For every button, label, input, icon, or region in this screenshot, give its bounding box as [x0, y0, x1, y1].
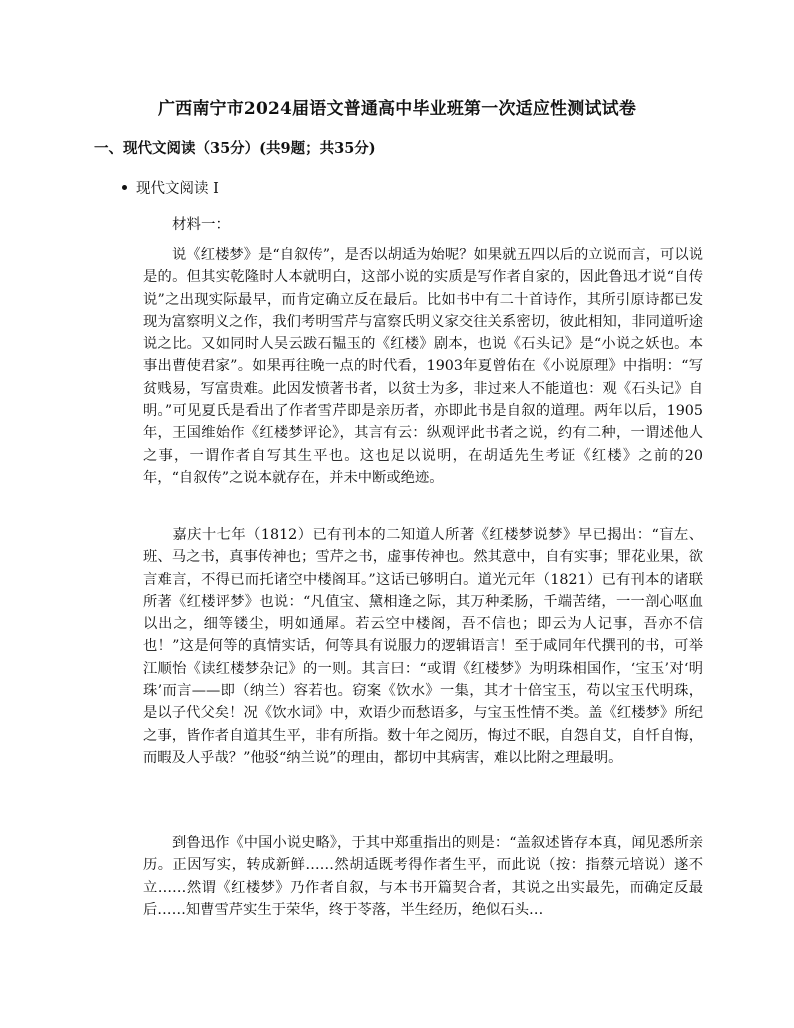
document-title: 广西南宁市2024届语文普通高中毕业班第一次适应性测试试卷	[157, 99, 637, 119]
paragraph-1	[143, 244, 703, 514]
paragraph-2	[143, 524, 703, 816]
bullet-icon	[122, 185, 127, 190]
paragraph-3	[143, 832, 703, 922]
subsection-label: 现代文阅读 I	[136, 181, 219, 197]
paragraph-1-text: 说《红楼梦》是“自叙传”，是否以胡适为始呢？如果就五四以后的立说而言，可以说是的。但其实乾隆时人本就明白，这部小说的实质是写作者自家的，因此鲁迅才说“自传说”之出现实际最早，而肯定确立反在最后。比如书中有二十首诗作，其所引原诗都已发现为富察明义之作，我们考明雪芹与富察氏明义家交往关系密切，彼此相知，非同道听途说之比。又如同时人吴云跋石韫玉的《红楼》剧本，也说《石头记》是“小说之妖也。本事出曹使君家”。如果再往晚一点的时代看，1903年夏曾佑在《小说原理》中指明：“写贫贱易，写富贵难。此因发愤著书者，以贫士为多，非过来人不能道也：观《石头记》自明。”可见夏氏是看出了作者雪芹即是亲历者，亦即此书是自叙的道理。两年以后，1905年，王国维始作《红楼梦评论》，其言有云：纵观评此书者之说，约有二种，一谓述他人之事，一谓作者自写其生平也。这也足以说明，在胡适先生考证《红楼》之前的20年，“自叙传”之说本就存在，并未中断或绝迹。	[143, 247, 703, 486]
subsection-item	[122, 177, 219, 198]
paragraph-3-text: 到鲁迅作《中国小说史略》，于其中郑重指出的则是：“盖叙述皆存本真，闻见悉所亲历。正因写实，转成新鲜……然胡适既考得作者生平，而此说（按：指蔡元培说）遂不立……然谓《红楼梦》乃作者自叙，与本书开篇契合者，其说之出实最先，而确定反最后……知曹雪芹实生于荣华，终于苓落，半生经历，绝似石头…	[143, 835, 703, 918]
material-label: 材料一：	[172, 217, 230, 233]
section-heading: 一、现代文阅读（35分）(共9题；共35分)	[94, 140, 376, 157]
paragraph-2-text: 嘉庆十七年（1812）已有刊本的二知道人所著《红楼梦说梦》早已揭出：“盲左、班、马之书，真事传神也；雪芹之书，虚事传神也。然其意中，自有实事；罪花业果，欲言难言，不得已而托诸空中楼阁耳。”这话已够明白。道光元年（1821）已有刊本的诸联所著《红楼评梦》也说：“凡值宝、黛相逢之际，其万种柔肠，千端苦绪，一一剖心呕血以出之，细等镂尘，明如通犀。若云空中楼阁，吾不信也；即云为人记事，吾亦不信也！”这是何等的真情实话，何等具有说服力的逻辑语言！至于咸同年代撰刊的书，可举江顺怡《读红楼梦杂记》的一则。其言曰：“或谓《红楼梦》为明珠相国作，‘宝玉’对‘明珠’而言——即（纳兰）容若也。窃案《饮水》一集，其才十倍宝玉，苟以宝玉代明珠，是以子代父矣！况《饮水词》中，欢语少而愁语多，与宝玉性情不类。盖《红楼梦》所纪之事，皆作者自道其生平，非有所指。数十年之阅历，悔过不眠，自怨自艾，自忏自悔，而暇及人乎哉？”他驳“纳兰说”的理由，都切中其病害，难以比附之理最明。	[143, 527, 703, 766]
